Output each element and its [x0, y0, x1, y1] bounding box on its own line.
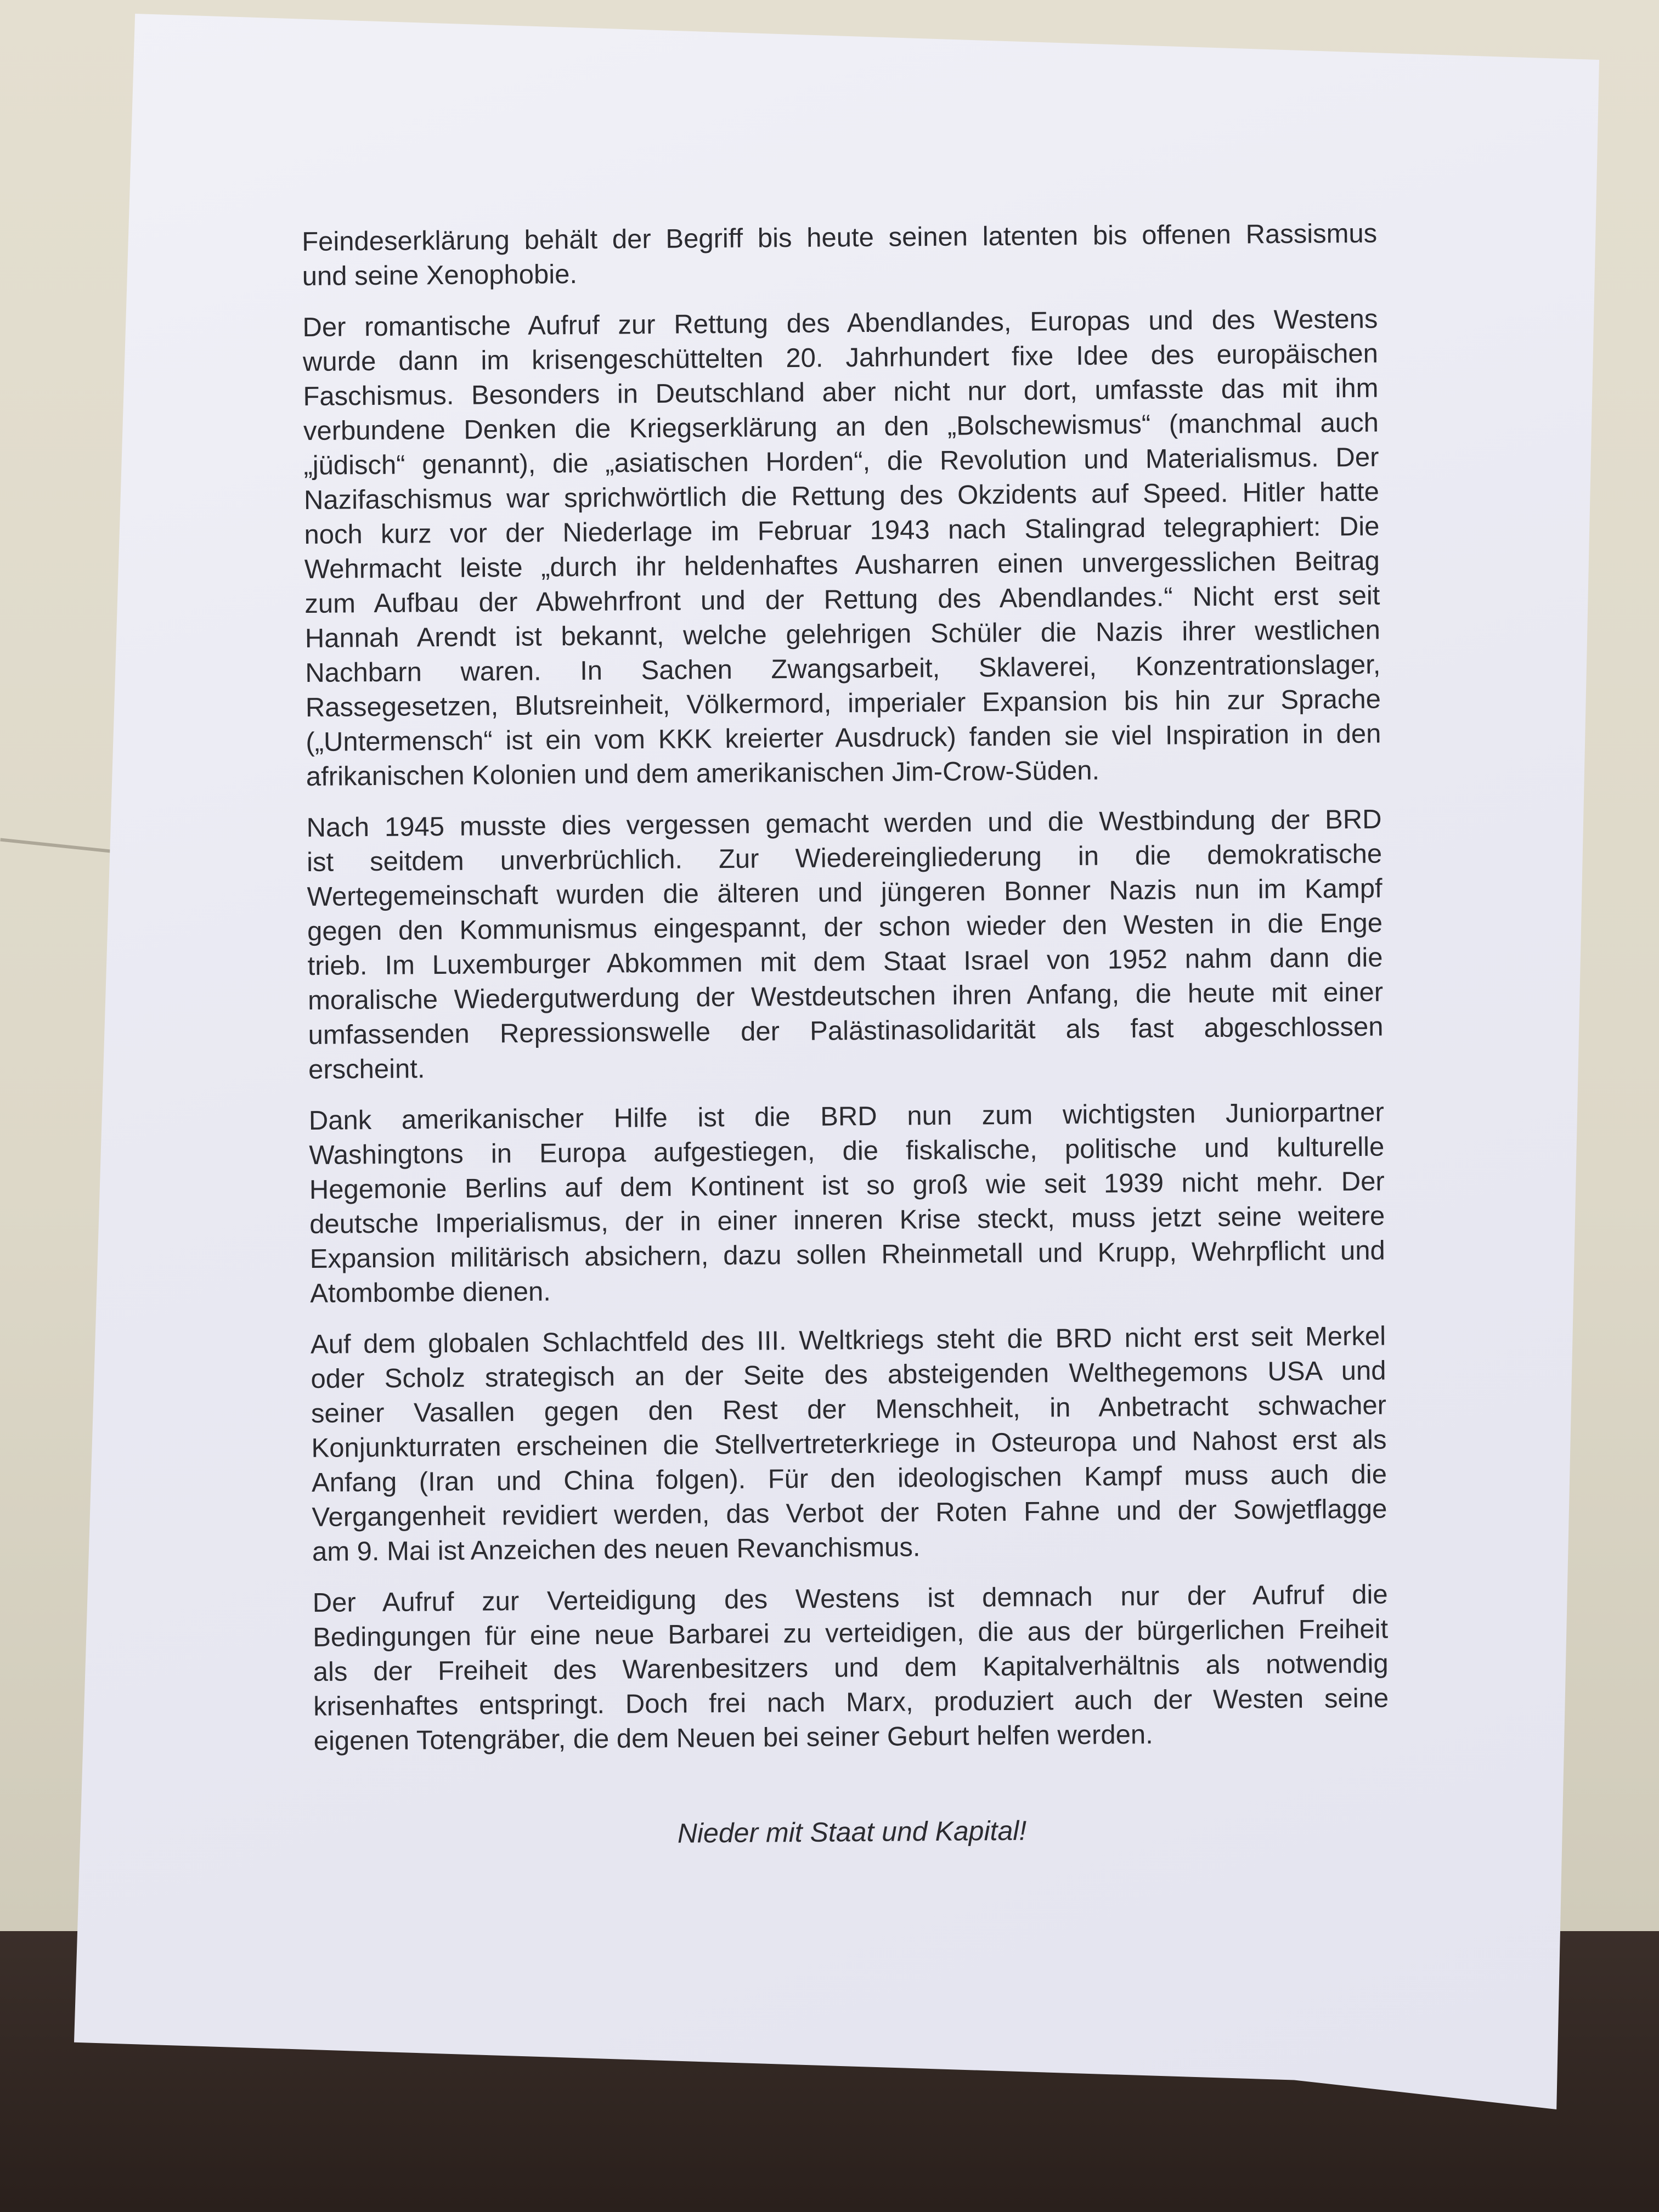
text-line: Dank amerikanischer Hilfe ist die BRD nun zum wichtigsten Juniorpartner [308, 1097, 1384, 1136]
text-line: Wehrmacht leiste „durch ihr heldenhaftes Ausharren einen unvergesslichen Beitrag [304, 546, 1380, 584]
paragraph-6 [312, 1578, 1389, 1759]
paragraph-1 [302, 217, 1378, 294]
text-line: noch kurz vor der Niederlage im Februar 1943 nach Stalingrad telegraphiert: Die [304, 511, 1380, 550]
text-line: umfassenden Repressionswelle der Palästinasolidarität als fast abgeschlossen [308, 1012, 1384, 1050]
text-line: wurde dann im krisengeschüttelten 20. Jahrhundert fixe Idee des europäischen [302, 338, 1379, 377]
text-line: Hegemonie Berlins auf dem Kontinent ist so groß wie seit 1939 nicht mehr. Der [309, 1166, 1385, 1205]
paragraph-3 [306, 803, 1384, 1087]
text-line: Feindeserklärung behält der Begriff bis heute seinen latenten bis offenen Rassismus [302, 218, 1378, 257]
text-line: Anfang (Iran und China folgen). Für den ideologischen Kampf muss auch die [311, 1459, 1387, 1498]
text-line: Der Aufruf zur Verteidigung des Westens ist demnach nur der Aufruf die [312, 1579, 1388, 1618]
text-line: am 9. Mai ist Anzeichen des neuen Revanchismus. [312, 1532, 921, 1567]
text-line: trieb. Im Luxemburger Abkommen mit dem Staat Israel von 1952 nahm dann die [307, 943, 1383, 981]
text-line: ist seitdem unverbrüchlich. Zur Wiedereingliederung in die demokratische [306, 839, 1383, 877]
text-line: Rassegesetzen, Blutsreinheit, Völkermord, imperialer Expansion bis hin zur Sprache [305, 684, 1381, 723]
text-line: zum Aufbau der Abwehrfront und der Rettung des Abendlandes.“ Nicht erst seit [304, 580, 1380, 619]
text-line: krisenhaftes entspringt. Doch frei nach Marx, produziert auch der Westen seine [313, 1683, 1389, 1722]
text-line: deutsche Imperialismus, der in einer inneren Krise steckt, muss jetzt seine weitere [309, 1201, 1385, 1239]
paragraph-4 [309, 1096, 1386, 1311]
text-line: oder Scholz strategisch an der Seite des absteigenden Welthegemons USA und [311, 1356, 1386, 1394]
text-line: („Untermensch“ ist ein vom KKK kreierter Ausdruck) fanden sie viel Inspiration in den [306, 719, 1381, 757]
paragraph-2 [302, 302, 1381, 794]
text-line: Nachbarn waren. In Sachen Zwangsarbeit, Sklaverei, Konzentrationslager, [305, 650, 1381, 688]
text-line: gegen den Kommunismus eingespannt, der schon wieder den Westen in die Enge [307, 908, 1383, 946]
paragraph-5 [311, 1319, 1387, 1570]
text-line: und seine Xenophobie. [302, 259, 578, 291]
text-line: als der Freiheit des Warenbesitzers und dem Kapitalverhältnis als notwendig [313, 1649, 1389, 1687]
text-line: Nach 1945 musste dies vergessen gemacht werden und die Westbindung der BRD [306, 804, 1382, 843]
text-line: erscheint. [308, 1054, 425, 1085]
text-line: Wertegemeinschaft wurden die älteren und jüngeren Bonner Nazis nun im Kampf [307, 873, 1383, 912]
closing-slogan: Nieder mit Staat und Kapital! [677, 1815, 1027, 1849]
text-line: moralische Wiedergutwerdung der Westdeutschen ihren Anfang, die heute mit einer [307, 977, 1384, 1015]
document-body [302, 217, 1390, 1854]
text-line: afrikanischen Kolonien und dem amerikanischen Jim-Crow-Süden. [306, 755, 1100, 792]
text-line: verbundene Denken die Kriegserklärung an den „Bolschewismus“ (manchmal auch [303, 408, 1379, 446]
text-line: Expansion militärisch absichern, dazu sollen Rheinmetall und Krupp, Wehrpflicht und [309, 1235, 1385, 1274]
text-line: „jüdisch“ genannt), die „asiatischen Horden“, die Revolution und Materialismus. Der [303, 442, 1379, 481]
text-line: Der romantische Aufruf zur Rettung des Abendlandes, Europas und des Westens [302, 304, 1378, 342]
text-line: eigenen Totengräber, die dem Neuen bei seiner Geburt helfen werden. [313, 1719, 1153, 1756]
text-line: Vergangenheit revidiert werden, das Verbot der Roten Fahne und der Sowjetflagge [312, 1494, 1387, 1532]
text-line: Auf dem globalen Schlachtfeld des III. Weltkriegs steht die BRD nicht erst seit Merkel [310, 1321, 1386, 1359]
text-line: Nazifaschismus war sprichwörtlich die Rettung des Okzidents auf Speed. Hitler hatte [303, 477, 1380, 515]
text-line: Bedingungen für eine neue Barbarei zu verteidigen, die aus der bürgerlichen Freiheit [313, 1614, 1389, 1652]
text-line: Washingtons in Europa aufgestiegen, die fiskalische, politische und kulturelle [309, 1132, 1385, 1170]
text-line: Atombombe dienen. [310, 1277, 551, 1308]
text-line: seiner Vasallen gegen den Rest der Menschheit, in Anbetracht schwacher [311, 1390, 1387, 1429]
text-line: Faschismus. Besonders in Deutschland aber nicht nur dort, umfasste das mit ihm [303, 373, 1379, 411]
text-line: Hannah Arendt ist bekannt, welche gelehrigen Schüler die Nazis ihrer westlichen [304, 615, 1381, 653]
text-line: Konjunkturraten erscheinen die Stellvertreterkriege in Osteuropa und Nahost erst als [311, 1425, 1387, 1463]
